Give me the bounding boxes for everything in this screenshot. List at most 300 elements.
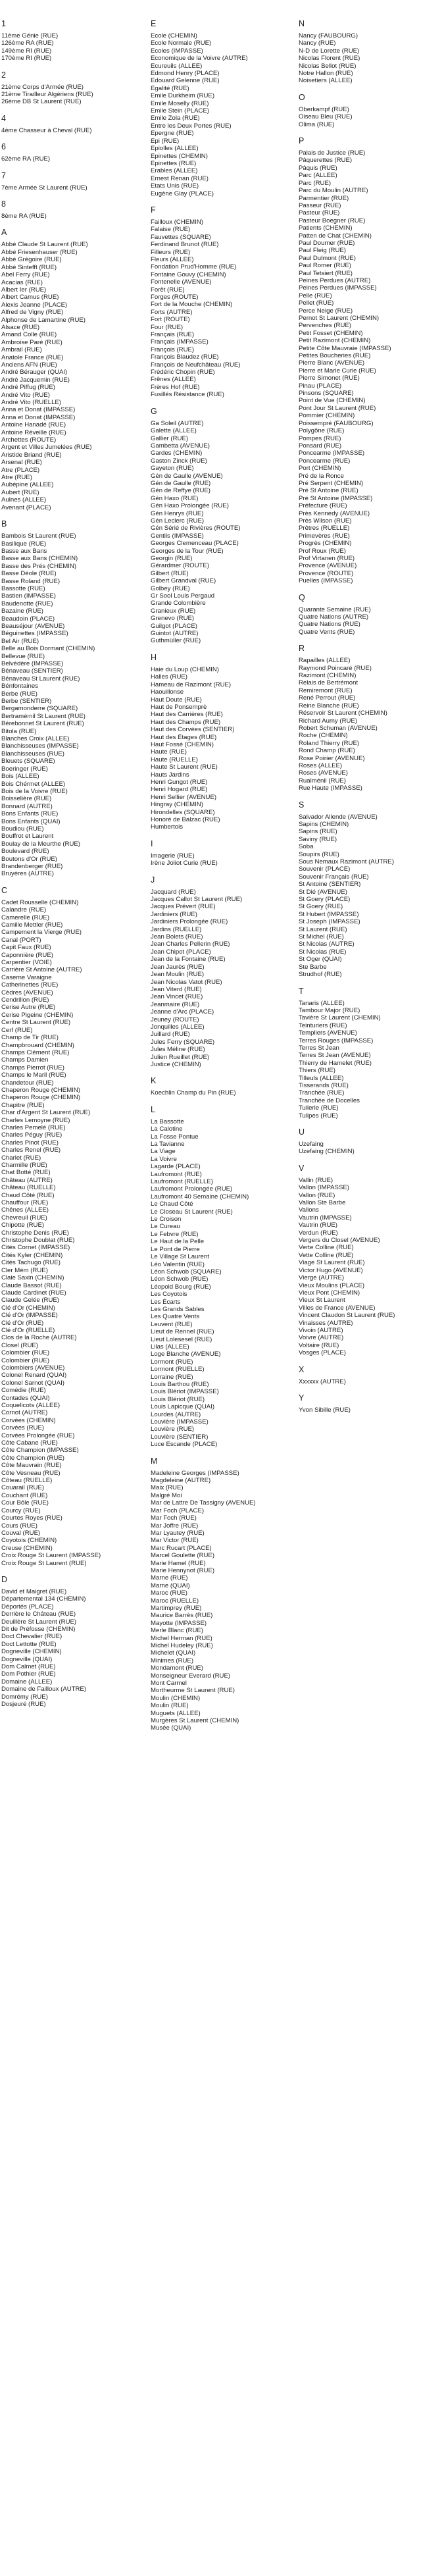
street-entry: Forts (AUTRE) <box>151 308 193 316</box>
street-entry: Poissempré (FAUBOURG) <box>299 419 374 427</box>
street-entry: Charles Péguy (RUE) <box>1 1131 62 1139</box>
street-entry: Jardins (RUELLE) <box>151 925 202 933</box>
street-entry: 170ème RI (RUE) <box>1 55 52 63</box>
street-entry: Nancy (FAUBOURG) <box>299 32 358 39</box>
street-entry: Lilas (ALLEE) <box>151 1343 189 1351</box>
street-entry: Thierry de Hamelet (RUE) <box>299 1059 372 1067</box>
street-entry: Tranchée (RUE) <box>299 1089 345 1097</box>
street-entry: Vieux St Laurent <box>299 1297 345 1304</box>
street-entry: Bénaveau (SENTIER) <box>1 667 63 675</box>
street-entry: Prof Roux (RUE) <box>299 547 346 555</box>
street-entry: Templiers (AVENUE) <box>299 1029 357 1037</box>
street-entry: Leuvent (RUE) <box>151 1320 193 1328</box>
street-entry: Boeringer (RUE) <box>1 765 48 773</box>
street-entry: Avenant (PLACE) <box>1 503 51 511</box>
street-entry: Charles Lemoyne (RUE) <box>1 1116 70 1124</box>
street-entry: Le Village St Laurent <box>151 1253 209 1261</box>
street-entry: Epinettes (CHEMIN) <box>151 152 208 160</box>
street-entry: Prêtres (RUELLE) <box>299 525 350 532</box>
street-entry: St Joseph (IMPASSE) <box>299 918 360 926</box>
street-entry: Côteau (RUELLE) <box>1 1477 53 1485</box>
street-entry: Yvon Sibille (RUE) <box>299 1406 351 1414</box>
street-entry: Vinaisses (AUTRE) <box>299 1319 353 1327</box>
street-entry: Côte Champion (IMPASSE) <box>1 1447 79 1455</box>
street-entry: Cendrillon (RUE) <box>1 996 49 1004</box>
street-entry: Domrémy (RUE) <box>1 1693 48 1701</box>
street-entry: Déportés (PLACE) <box>1 1603 54 1610</box>
letter-group <box>151 875 296 1069</box>
street-entry: Bonnard (AUTRE) <box>1 802 53 810</box>
street-entry: Rose Poirier (AVENUE) <box>299 754 365 762</box>
street-entry: Mar Foch (RUE) <box>151 1514 197 1522</box>
street-entry: Epiolles (ALLEE) <box>151 145 199 153</box>
street-entry: Acacias (RUE) <box>1 278 43 286</box>
street-entry: Gilbert (RUE) <box>151 569 189 577</box>
street-entry: Paul Romer (RUE) <box>299 262 351 270</box>
street-entry: Tavière St Laurent (CHEMIN) <box>299 1014 381 1022</box>
street-entry: Laufromont (RUE) <box>151 1170 202 1178</box>
street-entry: Maurice Barrès (RUE) <box>151 1612 213 1620</box>
street-entry: Tanaris (ALLEE) <box>299 999 345 1007</box>
letter-group <box>299 1365 444 1385</box>
street-entry: Roses (AVENUE) <box>299 769 348 777</box>
street-entry: Fauvettes (SQUARE) <box>151 233 211 241</box>
street-entry: Le Febvre (RUE) <box>151 1230 199 1238</box>
street-entry: Pelle (RUE) <box>299 292 332 299</box>
street-entry: La Voivre <box>151 1155 178 1163</box>
street-entry: Tuilerie (RUE) <box>299 1104 339 1112</box>
street-entry: Couarail (RUE) <box>1 1484 45 1492</box>
street-entry: 4ème Chasseur à Cheval (RUE) <box>1 126 92 134</box>
street-entry: St Hubert (IMPASSE) <box>299 910 359 918</box>
street-entry: Haut des Champs (RUE) <box>151 718 221 726</box>
street-entry: Merle Blanc (RUE) <box>151 1627 203 1635</box>
street-entry: Coquelicots (ALLEE) <box>1 1402 61 1409</box>
street-entry: Charles Pemelé (RUE) <box>1 1123 66 1131</box>
street-entry: Petit Fosset (CHEMIN) <box>299 329 363 337</box>
street-entry: Atre (PLACE) <box>1 466 40 474</box>
street-entry: Abbé Friesenhauser (RUE) <box>1 248 78 256</box>
street-entry: Fort (ROUTE) <box>151 316 190 324</box>
street-entry: Bambois St Laurent (RUE) <box>1 532 76 540</box>
street-entry: Vautrin (IMPASSE) <box>299 1214 352 1222</box>
street-entry: N-D de Lorette (RUE) <box>299 47 360 55</box>
street-entry: Préfecture (RUE) <box>299 502 347 510</box>
street-entry: Terres St Jean (AVENUE) <box>299 1052 371 1060</box>
street-entry: Ambroise Paré (RUE) <box>1 338 62 346</box>
street-entry: Charlet (RUE) <box>1 1154 41 1162</box>
street-entry: Poncearme (RUE) <box>299 457 351 465</box>
street-entry: Anatole France (RUE) <box>1 353 64 361</box>
street-entry: Haute (RUE) <box>151 748 187 756</box>
street-entry: Bel Air (RUE) <box>1 637 39 645</box>
street-entry: Français (RUE) <box>151 331 195 339</box>
street-entry: Erables (ALLEE) <box>151 167 198 175</box>
street-entry: Grande Colombière <box>151 600 206 607</box>
street-entry: Charles Renel (RUE) <box>1 1146 61 1154</box>
street-entry: Basse Roland (RUE) <box>1 577 61 585</box>
street-entry: Alphonse de Lamartine (RUE) <box>1 316 86 324</box>
street-entry: François Blaudez (RUE) <box>151 353 219 361</box>
street-entry: Haut de Ponsemprè <box>151 703 207 711</box>
street-entry: Belle au Bois Dormant (CHEMIN) <box>1 645 95 653</box>
street-entry: François de Neufchâteau (RUE) <box>151 361 241 369</box>
street-entry: Bons Enfants (QUAI) <box>1 817 61 825</box>
street-entry: Berbe (SENTIER) <box>1 698 52 706</box>
street-entry: Olima (RUE) <box>299 120 335 128</box>
street-entry: Bruyères (AUTRE) <box>1 870 54 878</box>
street-entry: Muguets (ALLEE) <box>151 1709 201 1717</box>
street-entry: St Laurent (RUE) <box>299 925 347 933</box>
street-entry: Jeanne d'Arc (PLACE) <box>151 1008 214 1016</box>
street-entry: Clé d'Or (RUELLE) <box>1 1326 55 1334</box>
street-entry: Ferdinand Brunot (RUE) <box>151 241 219 249</box>
street-entry: Failloux (CHEMIN) <box>151 218 203 226</box>
street-entry: Claie Saxin (CHEMIN) <box>1 1274 64 1282</box>
street-entry: Clé d'Or (RUE) <box>1 1319 44 1327</box>
street-entry: Chaperon Rouge (CHEMIN) <box>1 1086 80 1094</box>
street-entry: Grenevo (RUE) <box>151 615 195 623</box>
street-entry: Four (RUE) <box>151 323 184 331</box>
street-entry: Antoine Réveille (RUE) <box>1 428 66 436</box>
street-entry: Dom Calmet (RUE) <box>1 1663 56 1670</box>
street-entry: Lormont (RUELLE) <box>151 1366 205 1374</box>
street-entry: André Vito (RUE) <box>1 391 50 399</box>
street-entry: Vallin (RUE) <box>299 1176 333 1184</box>
street-entry: Teinturiers (RUE) <box>299 1021 347 1029</box>
street-entry: Le Croison <box>151 1216 182 1224</box>
street-entry: Jules Méline (RUE) <box>151 1046 205 1054</box>
street-entry: 126ème RA (RUE) <box>1 39 54 47</box>
street-entry: Colombier (RUE) <box>1 1356 50 1364</box>
street-entry: Cour Bôle (RUE) <box>1 1499 49 1507</box>
street-entry: Gambetta (AVENUE) <box>151 442 210 450</box>
section-letter: 7 <box>1 170 6 180</box>
street-entry: Souvenir (PLACE) <box>299 865 351 873</box>
section-letter: G <box>151 406 157 416</box>
street-entry: Mayotte (IMPASSE) <box>151 1619 207 1627</box>
street-entry: Pâquis (RUE) <box>299 164 337 172</box>
street-entry: Emile Stein (PLACE) <box>151 107 210 115</box>
street-entry: Dom Pothier (RUE) <box>1 1670 56 1678</box>
street-entry: Uzefaing <box>299 1141 324 1148</box>
street-entry: Peines Perdues (AUTRE) <box>299 276 371 284</box>
letter-group <box>1 519 148 878</box>
street-entry: Cadet Rousselle (CHEMIN) <box>1 898 79 906</box>
street-entry: Musée (QUAI) <box>151 1724 191 1732</box>
street-entry: Carpentier (VOIE) <box>1 959 52 967</box>
street-entry: Colombiers (AVENUE) <box>1 1364 65 1372</box>
street-entry: Port (CHEMIN) <box>299 465 341 473</box>
street-entry: Départemental 134 (CHEMIN) <box>1 1595 86 1603</box>
street-entry: Pernot St Laurent (CHEMIN) <box>299 315 380 322</box>
street-entry: Jean Chipot (PLACE) <box>151 948 211 956</box>
street-entry: Bassotte (RUE) <box>1 584 45 592</box>
street-entry: Vautrin (RUE) <box>299 1222 337 1229</box>
street-entry: Corvées (CHEMIN) <box>1 1416 56 1424</box>
street-entry: St Goery (RUE) <box>299 903 343 911</box>
street-entry: Clos de la Roche (AUTRE) <box>1 1334 77 1342</box>
street-entry: Baudenotte (RUE) <box>1 600 53 607</box>
street-entry: Camerelle (RUE) <box>1 914 50 921</box>
street-entry: Polygône (RUE) <box>299 427 345 435</box>
street-entry: Rond Champ (RUE) <box>299 747 355 755</box>
street-entry: Louvière (RUE) <box>151 1426 195 1433</box>
street-entry: Colonel Sarnot (QUAI) <box>1 1379 64 1387</box>
street-entry: Chandetour (RUE) <box>1 1079 54 1087</box>
street-entry: Pinau (PLACE) <box>299 382 342 390</box>
street-entry: Paul Dulmont (RUE) <box>299 254 356 262</box>
street-entry: Mondamont (RUE) <box>151 1664 203 1672</box>
street-entry: Ecole (CHEMIN) <box>151 32 197 39</box>
street-entry: Gayeton (RUE) <box>151 465 194 473</box>
street-entry: Mar Foch (PLACE) <box>151 1507 205 1514</box>
street-entry: Georges de la Tour (RUE) <box>151 547 224 555</box>
street-entry: Pâquerettes (RUE) <box>299 157 353 165</box>
street-entry: Passeur (RUE) <box>299 201 341 209</box>
street-entry: Provence (AVENUE) <box>299 562 357 570</box>
street-entry: Malgré Moi <box>151 1491 182 1499</box>
street-entry: Abel Ferry (RUE) <box>1 271 50 279</box>
street-entry: Christophe Denis (RUE) <box>1 1229 69 1237</box>
street-entry: Boisselière (RUE) <box>1 795 52 803</box>
street-entry: 62ème RA (RUE) <box>1 155 51 163</box>
section-letter: R <box>299 644 305 654</box>
street-entry: Bouffrot et Laurent <box>1 833 54 840</box>
street-entry: Vieux Pont (CHEMIN) <box>299 1289 360 1297</box>
section-letter: L <box>151 1104 155 1114</box>
street-entry: Jules Ferry (SQUARE) <box>151 1038 215 1046</box>
street-entry: Vallon (RUE) <box>299 1191 335 1199</box>
street-entry: Epergne (RUE) <box>151 130 194 138</box>
letter-group <box>1 142 148 163</box>
street-entry: Irène Joliot Curie (RUE) <box>151 860 218 867</box>
street-entry: Paul Doumer (RUE) <box>299 239 355 247</box>
street-entry: Château (RUELLE) <box>1 1184 56 1192</box>
street-entry: Tranchée de Docelles <box>299 1096 360 1104</box>
street-entry: Gallier (RUE) <box>151 434 189 442</box>
street-entry: Poncearme (IMPASSE) <box>299 450 365 457</box>
street-entry: Pellet (RUE) <box>299 299 334 307</box>
street-entry: Doct Lettotte (RUE) <box>1 1640 57 1648</box>
street-entry: Louis Lapicque (QUAI) <box>151 1403 215 1411</box>
street-entry: Antoine Hanadé (RUE) <box>1 421 66 429</box>
letter-group <box>1 199 148 220</box>
street-entry: Réservoir St Laurent (CHEMIN) <box>299 709 387 717</box>
street-entry: Louvière (SENTIER) <box>151 1433 209 1441</box>
street-entry: Lieut Lolesesel (RUE) <box>151 1335 212 1343</box>
street-entry: Pierre Simonet (RUE) <box>299 374 360 382</box>
street-entry: 21ème Tirailleur Algériens (RUE) <box>1 91 93 99</box>
letter-group <box>151 1456 296 1732</box>
street-entry: Closel (RUE) <box>1 1341 38 1349</box>
street-entry: Egalité (RUE) <box>151 84 189 92</box>
street-entry: Petite Côte Mauvraie (IMPASSE) <box>299 344 391 352</box>
section-letter: V <box>299 1163 305 1173</box>
street-entry: Jean Viterd (RUE) <box>151 985 202 993</box>
street-entry: Tulipes (RUE) <box>299 1112 338 1120</box>
street-entry: Richard Aumy (RUE) <box>299 717 358 725</box>
street-entry: Jonquilles (ALLEE) <box>151 1023 205 1031</box>
street-entry: Eugène Glay (PLACE) <box>151 190 214 197</box>
street-entry: Henri Gungot (RUE) <box>151 778 208 786</box>
street-entry: Patten de Chat (CHEMIN) <box>299 232 372 240</box>
street-entry: Moulin (RUE) <box>151 1702 189 1710</box>
street-entry: David et Maigret (RUE) <box>1 1587 67 1595</box>
street-entry: Basilique (RUE) <box>1 540 47 548</box>
street-entry: Pervenches (RUE) <box>299 322 351 330</box>
street-entry: Edouard Gelenne (RUE) <box>151 77 220 85</box>
street-entry: Amand Colle (RUE) <box>1 331 57 339</box>
section-letter: X <box>299 1364 305 1374</box>
street-entry: Champs le Maril (RUE) <box>1 1071 66 1079</box>
street-entry: Ecole Normale (RUE) <box>151 39 212 47</box>
street-entry: Croix Rouge St Laurent (RUE) <box>1 1559 87 1567</box>
letter-group <box>1 1575 148 1709</box>
street-entry: Courtes Royes (RUE) <box>1 1514 62 1522</box>
street-entry: Provence (ROUTE) <box>299 569 354 577</box>
street-entry: Léon Schwob (SQUARE) <box>151 1268 222 1275</box>
street-entry: Gaston Zinck (RUE) <box>151 457 207 465</box>
section-letter: J <box>151 875 155 885</box>
section-letter: H <box>151 652 157 662</box>
street-entry: Pierre et Marie Curie (RUE) <box>299 367 376 374</box>
letter-group <box>151 19 296 197</box>
street-entry: Parc (RUE) <box>299 179 332 187</box>
street-entry: Belvédère (IMPASSE) <box>1 660 64 667</box>
street-entry: Archettes (ROUTE) <box>1 436 57 444</box>
street-entry: Alfred de Vigny (RUE) <box>1 309 64 317</box>
street-entry: Berbe (RUE) <box>1 690 37 698</box>
letter-group <box>299 93 444 128</box>
street-entry: Pré St Antoine (RUE) <box>299 487 358 495</box>
street-entry: Corvées (RUE) <box>1 1424 45 1432</box>
street-entry: Croix Rouge St Laurent (IMPASSE) <box>1 1552 101 1560</box>
street-entry: Mortheurme St Laurent (RUE) <box>151 1687 235 1695</box>
street-entry: Etats Unis (RUE) <box>151 182 199 190</box>
street-entry: Entre les Deux Portes (RUE) <box>151 122 232 130</box>
street-entry: Magdeleine (AUTRE) <box>151 1477 211 1485</box>
street-entry: Charles Pinot (RUE) <box>1 1139 59 1146</box>
street-entry: Maroc (RUELLE) <box>151 1597 199 1605</box>
street-entry: Madeleine Georges (IMPASSE) <box>151 1469 239 1477</box>
street-entry: Progrès (CHEMIN) <box>299 540 352 548</box>
street-entry: Les Grands Sables <box>151 1305 205 1313</box>
street-entry: Jean Vincet (RUE) <box>151 993 203 1001</box>
street-entry: Marne (RUE) <box>151 1574 188 1582</box>
section-letter: C <box>1 885 8 895</box>
street-entry: Canal (PORT) <box>1 936 41 944</box>
street-entry: Champs Clément (RUE) <box>1 1048 70 1056</box>
street-entry: 21ème Corps d'Armée (RUE) <box>1 83 84 91</box>
street-entry: Moulin (CHEMIN) <box>151 1694 201 1702</box>
street-entry: Xxxxxx (AUTRE) <box>299 1378 346 1385</box>
street-entry: Souvenir Français (RUE) <box>299 873 369 881</box>
letter-group <box>299 1127 444 1156</box>
street-entry: Hameau de Razimont (RUE) <box>151 681 232 688</box>
street-entry: Imagerie (RUE) <box>151 852 195 860</box>
street-entry: Deuillère St Laurent (RUE) <box>1 1618 77 1626</box>
street-entry: André Vito (RUELLE) <box>1 399 62 406</box>
street-entry: Forges (ROUTE) <box>151 294 199 301</box>
street-entry: Côte Mauvrain (RUE) <box>1 1462 62 1470</box>
section-letter: Q <box>299 592 305 602</box>
street-entry: Cerf (RUE) <box>1 1026 33 1034</box>
street-entry: Remiremont (RUE) <box>299 686 353 694</box>
street-entry: Basse aux Bans <box>1 547 47 555</box>
section-letter: 4 <box>1 113 6 123</box>
street-entry: Côte Champion (RUE) <box>1 1454 64 1462</box>
street-entry: Mont Carmel <box>151 1680 187 1687</box>
street-entry: Boudiou (RUE) <box>1 825 44 833</box>
street-entry: Camille Mettler (RUE) <box>1 921 63 929</box>
street-entry: 7ème Armée St Laurent (RUE) <box>1 184 87 192</box>
street-entry: Gr Sool Louis Pergaud <box>151 592 215 600</box>
street-entry: Carrière St Antoine (AUTRE) <box>1 966 82 974</box>
street-entry: Roche (CHEMIN) <box>299 732 348 740</box>
street-entry: Chaud Côté (RUE) <box>1 1191 55 1199</box>
street-entry: Colonel Renard (QUAI) <box>1 1372 67 1379</box>
street-entry: Mar Lyautey (RUE) <box>151 1529 205 1537</box>
street-entry: Jeuney (ROUTE) <box>151 1016 199 1023</box>
street-entry: Vallon Ste Barbe <box>299 1199 346 1207</box>
street-entry: Vincent Claudon St Laurent (RUE) <box>299 1312 395 1320</box>
street-entry: Hingray (CHEMIN) <box>151 801 203 809</box>
street-entry: Michel Hudeley (RUE) <box>151 1642 213 1649</box>
street-entry: Boulevard (RUE) <box>1 848 49 856</box>
street-entry: Boutons d'Or (RUE) <box>1 855 58 863</box>
street-entry: Chat Botté (RUE) <box>1 1169 51 1177</box>
street-entry: Bérebonnet St Laurent (RUE) <box>1 720 84 728</box>
street-entry: Louvière (IMPASSE) <box>151 1418 209 1426</box>
street-entry: Voivre (AUTRE) <box>299 1334 344 1342</box>
street-entry: Chauffour (RUE) <box>1 1199 49 1207</box>
street-entry: Dogneville (CHEMIN) <box>1 1648 62 1656</box>
street-entry: Michel Herman (RUE) <box>151 1634 212 1642</box>
street-entry: Claude Bassot (RUE) <box>1 1281 62 1289</box>
letter-group <box>299 1164 444 1357</box>
street-entry: Pré Serpent (CHEMIN) <box>299 479 364 487</box>
street-entry: Minimes (RUE) <box>151 1657 194 1664</box>
street-entry: Alexis Jeanne (PLACE) <box>1 301 68 309</box>
street-entry: Oberkampf (RUE) <box>299 105 349 113</box>
street-entry: Parc du Moulin (AUTRE) <box>299 187 368 195</box>
street-entry: La Viage <box>151 1148 176 1156</box>
street-entry: Marne (QUAI) <box>151 1582 190 1589</box>
section-letter: B <box>1 519 7 529</box>
street-entry: 26ème DB St Laurent (RUE) <box>1 98 82 106</box>
street-entry: Pré St Antoine (IMPASSE) <box>299 494 373 502</box>
street-entry: Char d'Argent St Laurent (RUE) <box>1 1109 91 1117</box>
street-entry: Abbé Sintefft (RUE) <box>1 263 57 271</box>
street-entry: St Michel (RUE) <box>299 933 344 941</box>
street-entry: Le Cureau <box>151 1223 180 1231</box>
street-entry: Loge Blanche (AVENUE) <box>151 1351 221 1358</box>
street-entry: Cerise Pigeine (CHEMIN) <box>1 1011 74 1019</box>
street-entry: Frênes (ALLEE) <box>151 376 196 384</box>
street-entry: Marcel Goulette (RUE) <box>151 1552 215 1560</box>
letter-group <box>1 70 148 106</box>
letter-group <box>1 886 148 1567</box>
street-entry: Bertramémil St Laurent (RUE) <box>1 712 86 720</box>
street-entry: Pasteur (RUE) <box>299 209 340 217</box>
street-entry: Parc (ALLEE) <box>299 172 337 180</box>
street-entry: Creuse (CHEMIN) <box>1 1544 53 1552</box>
section-letter: 2 <box>1 70 6 80</box>
street-entry: Léon Schwob (RUE) <box>151 1275 209 1283</box>
street-entry: Sapins (RUE) <box>299 828 337 836</box>
street-entry: Oiseau Bleu (RUE) <box>299 113 353 121</box>
